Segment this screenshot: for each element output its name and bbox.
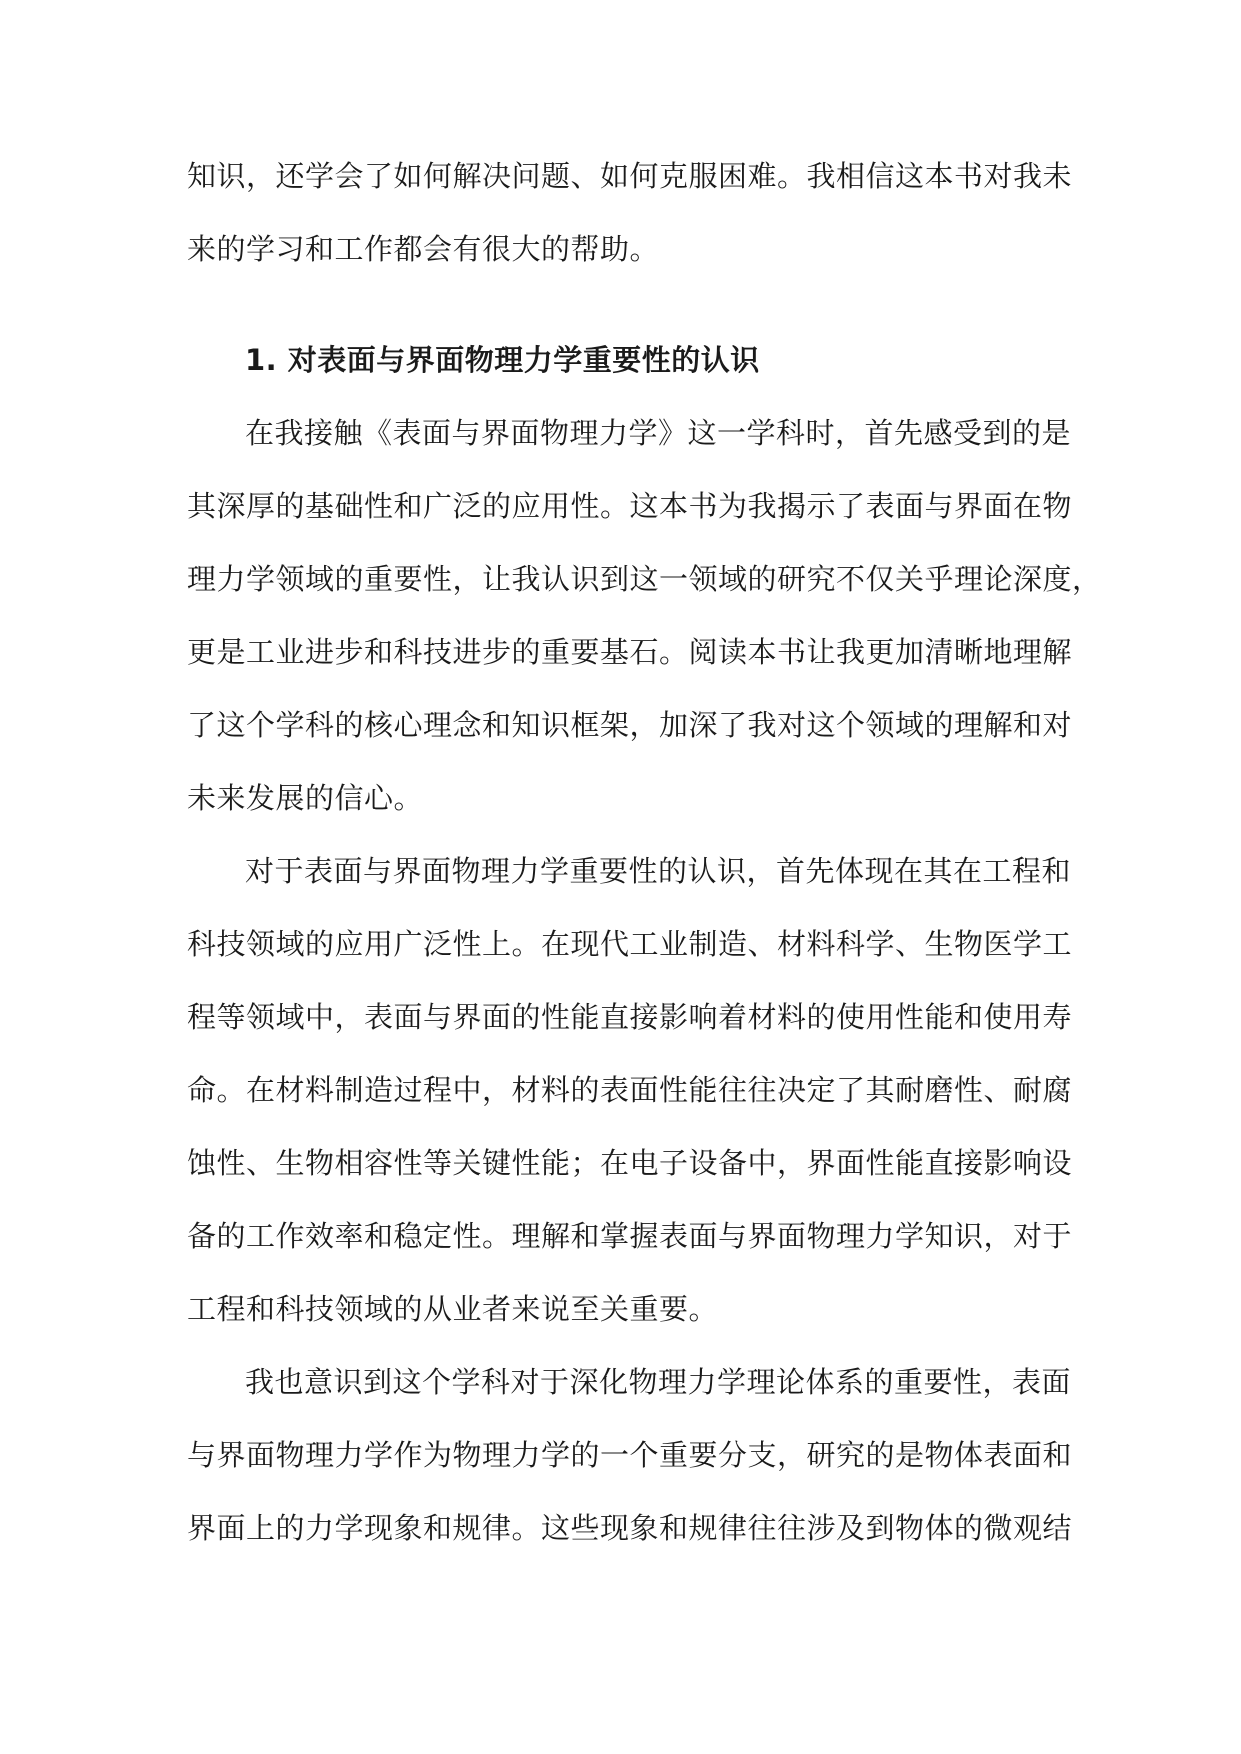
document-body — [187, 140, 1102, 1565]
text-line: 界面上的力学现象和规律。这些现象和规律往往涉及到物体的微观结 — [187, 1511, 1073, 1545]
text-line: 来的学习和工作都会有很大的帮助。 — [187, 232, 660, 266]
section-heading: 1. 对表面与界面物理力学重要性的认识 — [245, 343, 760, 377]
text-line: 命。在材料制造过程中，材料的表面性能往往决定了其耐磨性、耐腐 — [187, 1073, 1073, 1107]
text-line: 更是工业进步和科技进步的重要基石。阅读本书让我更加清晰地理解 — [187, 635, 1073, 669]
text-line: 知识，还学会了如何解决问题、如何克服困难。我相信这本书对我未 — [187, 159, 1073, 193]
text-line: 对于表面与界面物理力学重要性的认识，首先体现在其在工程和 — [245, 854, 1072, 888]
text-line: 我也意识到这个学科对于深化物理力学理论体系的重要性，表面 — [245, 1365, 1072, 1399]
text-line: 蚀性、生物相容性等关键性能；在电子设备中，界面性能直接影响设 — [187, 1146, 1073, 1180]
text-line: 程等领域中，表面与界面的性能直接影响着材料的使用性能和使用寿 — [187, 1000, 1073, 1034]
text-line: 备的工作效率和稳定性。理解和掌握表面与界面物理力学知识，对于 — [187, 1219, 1073, 1253]
text-line: 工程和科技领域的从业者来说至关重要。 — [187, 1292, 719, 1326]
text-line: 在我接触《表面与界面物理力学》这一学科时，首先感受到的是 — [245, 416, 1072, 450]
paragraph-gap — [187, 286, 1057, 324]
text-line: 理力学领域的重要性，让我认识到这一领域的研究不仅关乎理论深度， — [187, 562, 1102, 596]
text-line: 科技领域的应用广泛性上。在现代工业制造、材料科学、生物医学工 — [187, 927, 1073, 961]
text-line: 未来发展的信心。 — [187, 781, 424, 815]
text-line: 其深厚的基础性和广泛的应用性。这本书为我揭示了表面与界面在物 — [187, 489, 1073, 523]
text-line: 与界面物理力学作为物理力学的一个重要分支，研究的是物体表面和 — [187, 1438, 1073, 1472]
text-line: 了这个学科的核心理念和知识框架，加深了我对这个领域的理解和对 — [187, 708, 1073, 742]
